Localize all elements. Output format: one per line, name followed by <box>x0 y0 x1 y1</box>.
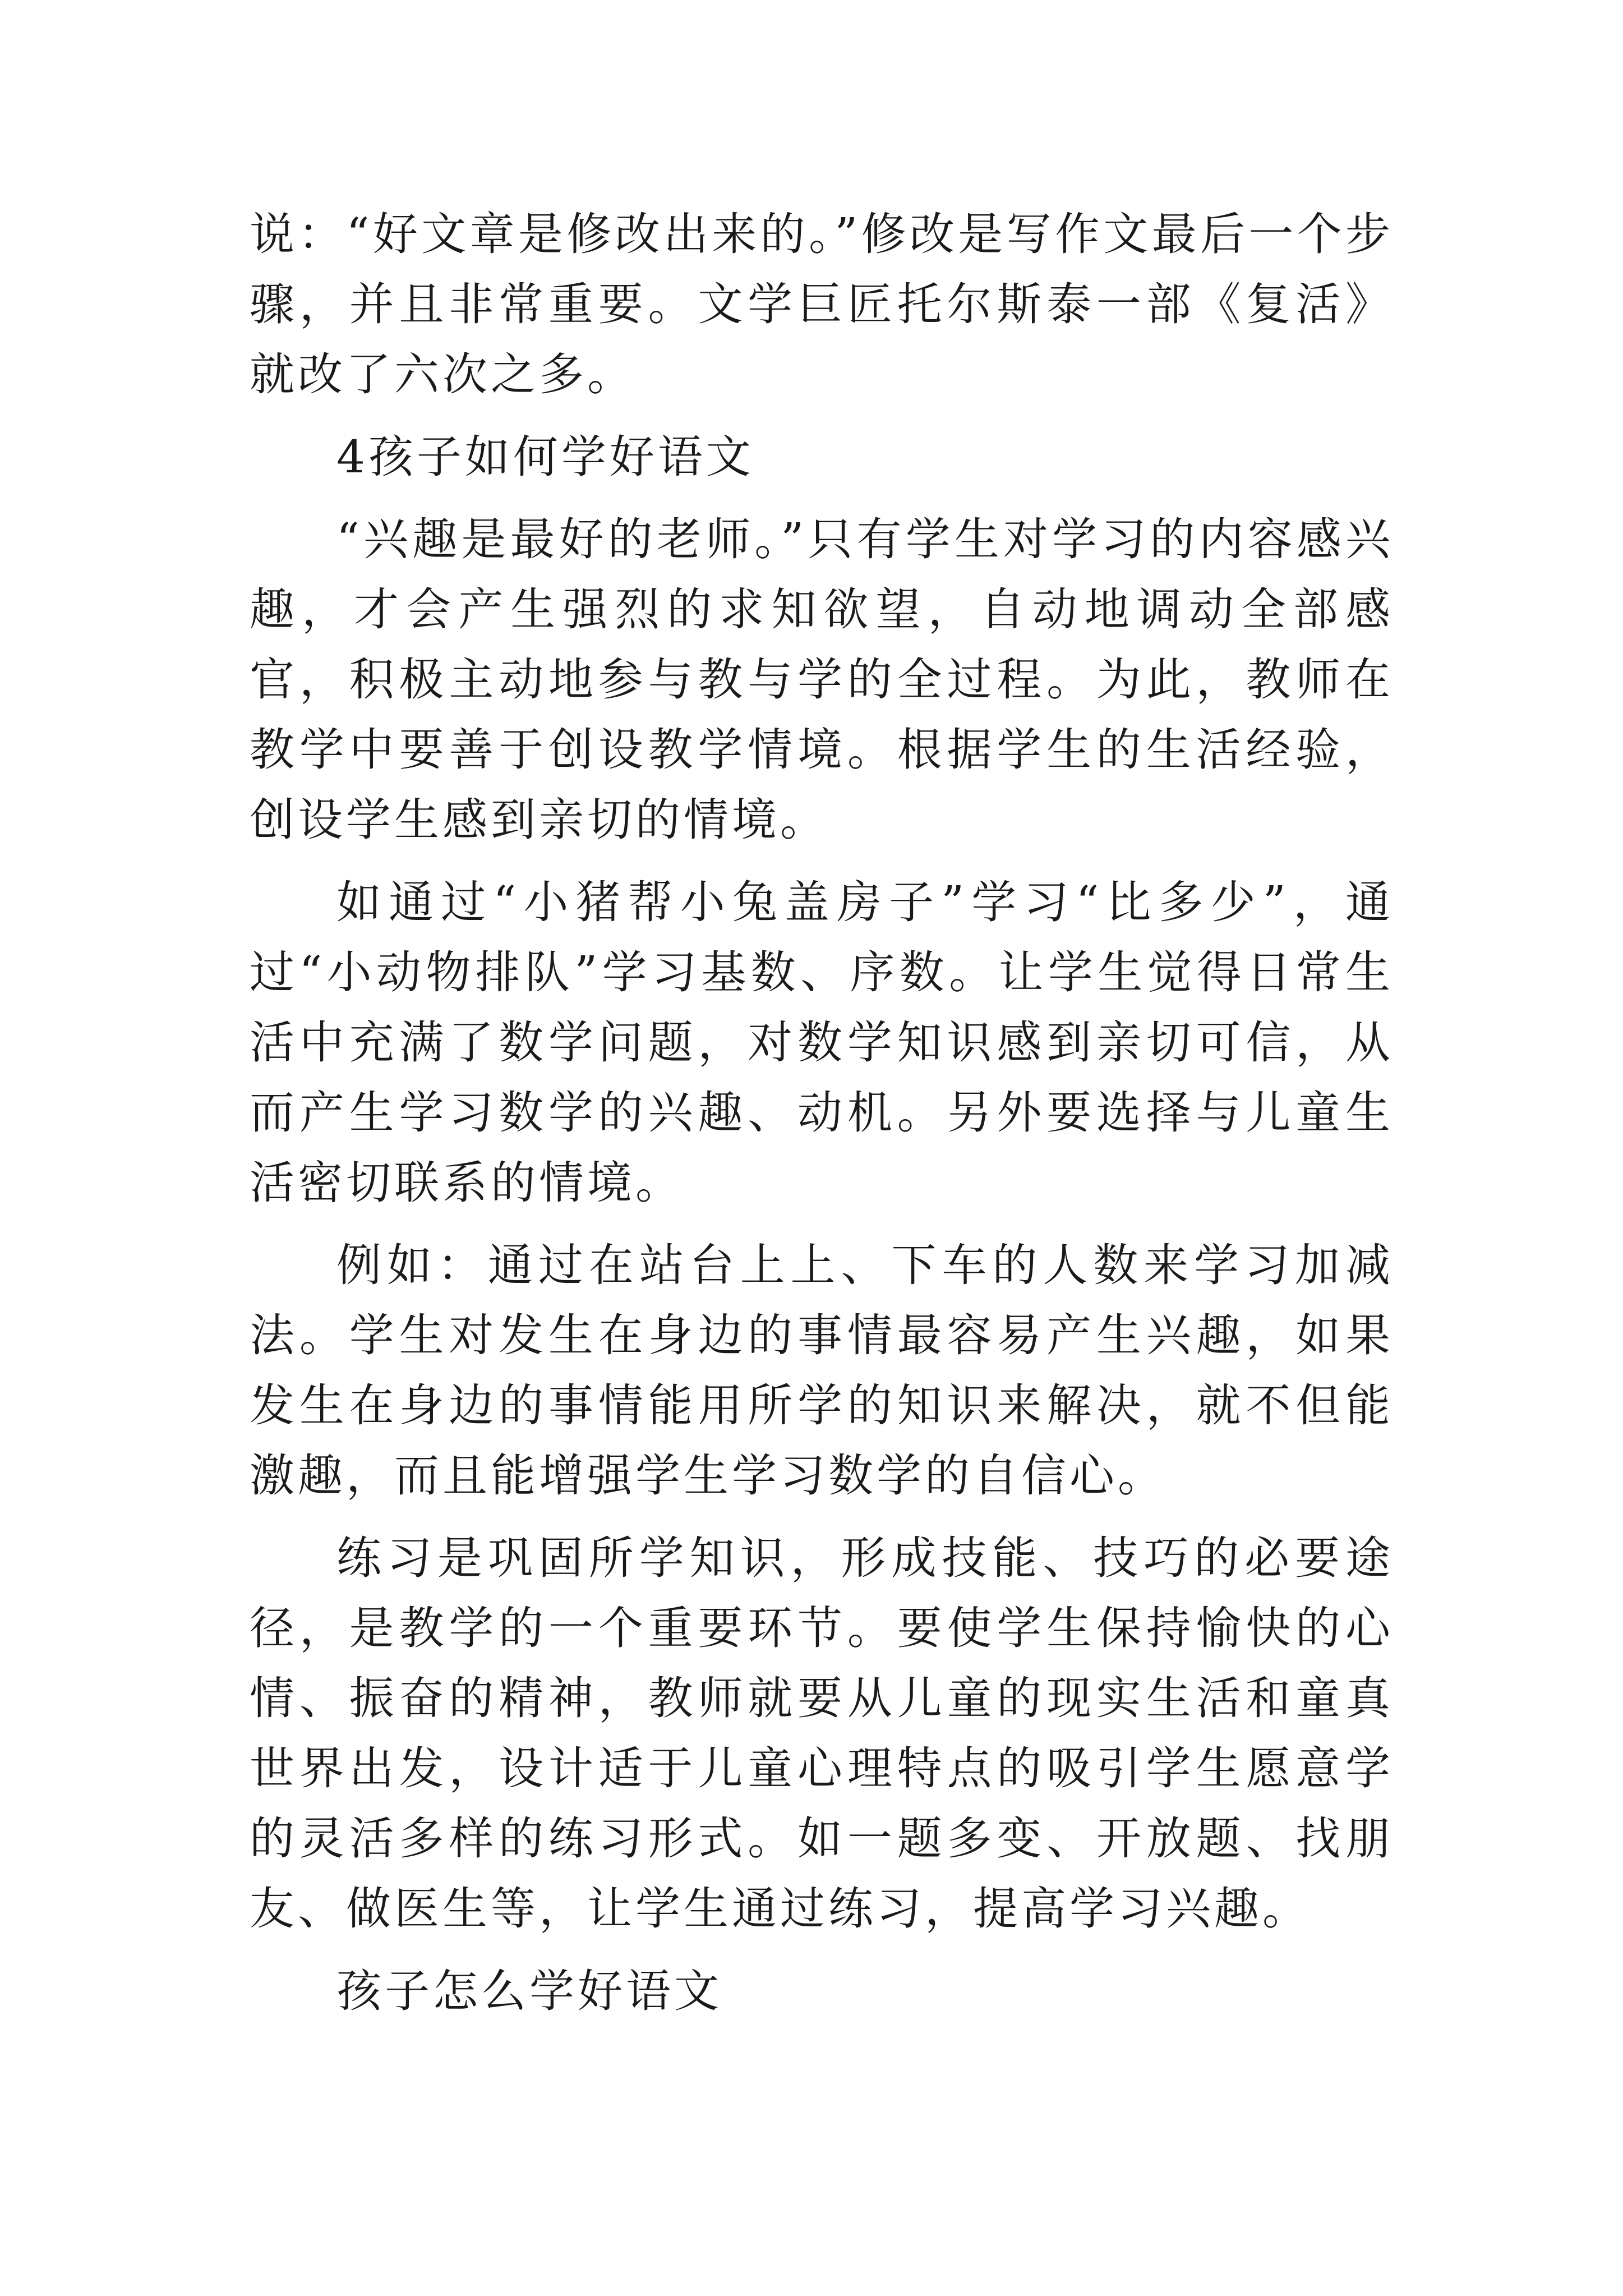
paragraph: 如通过“小猪帮小兔盖房子”学习“比多少”，通过“小动物排队”学习基数、序数。让学生觉得日常生活中充满了数学问题，对数学知识感到亲切可信，从而产生学习数学的兴趣、动机。另外要选择与儿童生活密切联系的情境。 <box>250 876 1394 1209</box>
paragraph-continued: 说：“好文章是修改出来的。”修改是写作文最后一个步骤，并且非常重要。文学巨匠托尔斯泰一部《复活》就改了六次之多。 <box>250 208 1394 401</box>
paragraph: 例如：通过在站台上上、下车的人数来学习加减法。学生对发生在身边的事情最容易产生兴趣，如果发生在身边的事情能用所学的知识来解决，就不但能激趣，而且能增强学生学习数学的自信心。 <box>250 1239 1394 1502</box>
section-heading: 4孩子如何学好语文 <box>336 431 754 483</box>
paragraph: 练习是巩固所学知识，形成技能、技巧的必要途径，是教学的一个重要环节。要使学生保持愉快的心情、振奋的精神，教师就要从儿童的现实生活和童真世界出发，设计适于儿童心理特点的吸引学生愿意学的灵活多样的练习形式。如一题多变、开放题、找朋友、做医生等，让学生通过练习，提高学习兴趣。 <box>250 1532 1394 1935</box>
document-body <box>250 199 1394 2026</box>
section-heading: 孩子怎么学好语文 <box>336 1965 722 2017</box>
paragraph: “兴趣是最好的老师。”只有学生对学习的内容感兴趣，才会产生强烈的求知欲望，自动地调动全部感官，积极主动地参与教与学的全过程。为此，教师在教学中要善于创设教学情境。根据学生的生活经验，创设学生感到亲切的情境。 <box>250 513 1394 846</box>
